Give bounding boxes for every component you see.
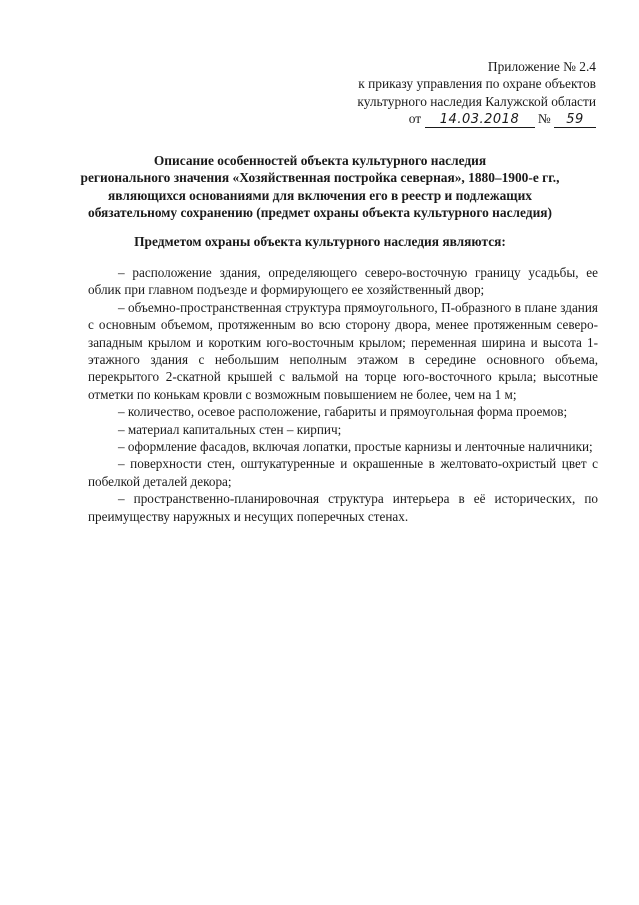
title-line-1: Описание особенностей объекта культурного наследия xyxy=(153,153,487,168)
title-line-4: обязательному сохранению (предмет охраны объекта культурного наследия) xyxy=(88,205,552,221)
appendix-order-reference: к приказу управления по охране объектов xyxy=(358,76,596,92)
appendix-number: Приложение № 2.4 xyxy=(487,59,596,74)
protection-items-list xyxy=(88,264,598,525)
list-item: – оформление фасадов, включая лопатки, простые карнизы и ленточные наличники; xyxy=(118,439,593,455)
list-item: – количество, осевое расположение, габариты и прямоугольная форма проемов; xyxy=(118,404,568,420)
list-item: – поверхности стен, оштукатуренные и окрашенные в желтовато-охристый цвет с побелкой деталей декора; xyxy=(88,456,598,489)
list-item: – материал капитальных стен – кирпич; xyxy=(118,421,342,437)
appendix-authority: культурного наследия Калужской области xyxy=(357,93,596,109)
title-line-2: регионального значения «Хозяйственная постройка северная», 1880–1900-е гг., xyxy=(80,170,560,186)
list-item: – объемно-пространственная структура прямоугольного, П-образного в плане здания с основным объемом, протяженным во всю сторону двора, менее протяженным северо-западным крылом и коротким юго-восточным крылом; переменная ширина и высота 1-этажного здания с небольшим неполным этажом в середине основного объема, перекрытого 2-скатной крышей с вальмой на торце юго-восточного крыла; высотные отметки по конькам кровли с возможным повышением не более, чем на 1 м; xyxy=(88,299,598,402)
handwritten-date: 14.03.2018 xyxy=(425,113,535,128)
from-label: от xyxy=(408,111,422,127)
title-line-3: являющихся основаниями для включения его в реестр и подлежащих xyxy=(108,187,532,203)
document-title xyxy=(45,152,595,222)
handwritten-order-number: 59 xyxy=(554,113,596,128)
section-heading: Предметом охраны объекта культурного наследия являются: xyxy=(134,234,506,249)
order-date-number-line xyxy=(276,110,596,128)
number-label: № xyxy=(537,111,551,127)
appendix-header xyxy=(276,58,596,128)
list-item: – расположение здания, определяющего северо-восточную границу усадьбы, ее облик при главном подъезде и формирующего ее хозяйственный двор; xyxy=(88,265,598,298)
list-item: – пространственно-планировочная структура интерьера в её исторических, по преимуществу наружных и несущих поперечных стенах. xyxy=(88,491,598,524)
